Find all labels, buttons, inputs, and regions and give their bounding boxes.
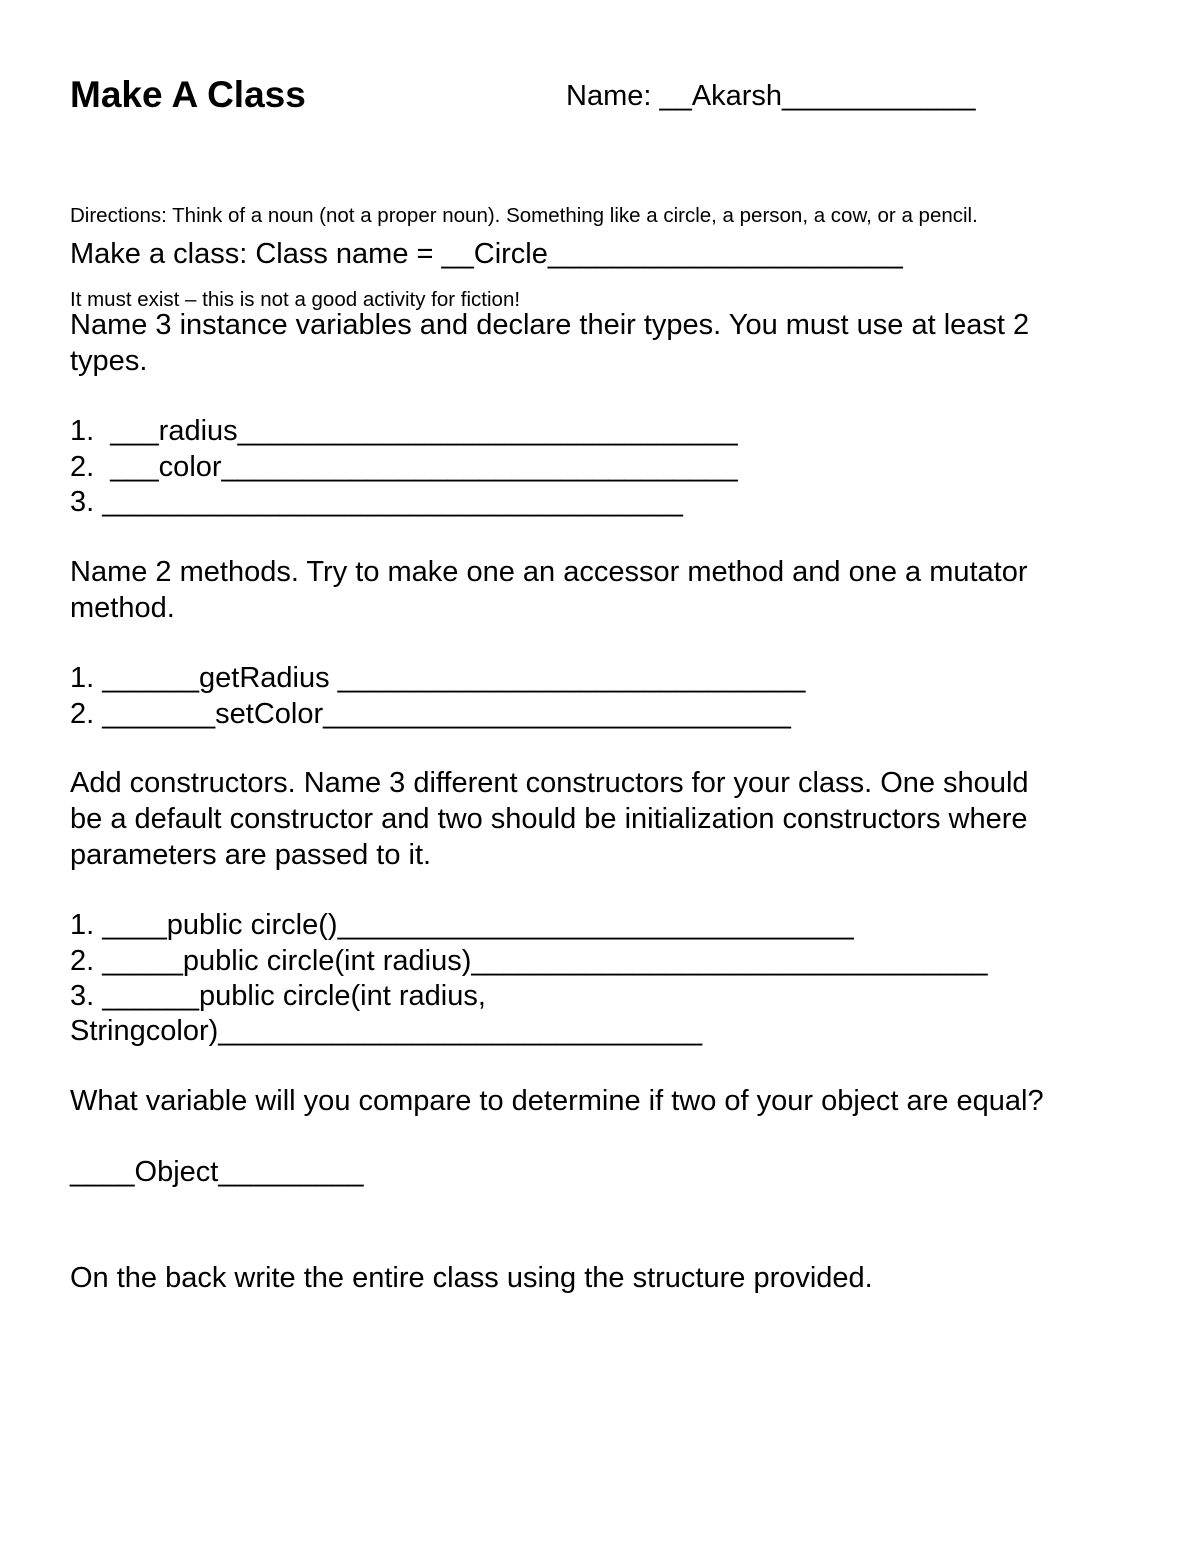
constructor-item-1: 1. ____public circle()________________________________ (70, 909, 854, 941)
constructor-item-3-continued: Stringcolor)______________________________ (70, 1015, 703, 1047)
instance-variable-item-2: 2. ___color________________________________ (70, 451, 738, 483)
directions-line-1: Directions: Think of a noun (not a proper noun). Something like a circle, a person, a cow, or a pencil. (70, 204, 978, 227)
directions-line-2: It must exist – this is not a good activity for fiction! (70, 288, 521, 311)
instance-variables-prompt-line-2: types. (70, 345, 148, 377)
constructor-item-2: 2. _____public circle(int radius)________________________________ (70, 945, 988, 977)
instance-variable-item-3: 3. ____________________________________ (70, 486, 683, 518)
methods-prompt-line-1: Name 2 methods. Try to make one an accessor method and one a mutator (70, 556, 1028, 588)
equality-answer: ____Object_________ (70, 1156, 364, 1188)
instance-variables-prompt-line-1: Name 3 instance variables and declare their types. You must use at least 2 (70, 309, 1030, 341)
method-item-2: 2. _______setColor_____________________________ (70, 698, 791, 730)
page-title: Make A Class (70, 74, 306, 115)
student-name-field: Name: __Akarsh____________ (566, 80, 976, 112)
method-item-1: 1. ______getRadius _____________________________ (70, 662, 806, 694)
constructors-prompt-line-1: Add constructors. Name 3 different constructors for your class. One should (70, 767, 1029, 799)
constructor-item-3: 3. ______public circle(int radius, (70, 980, 486, 1012)
instance-variable-item-1: 1. ___radius_______________________________ (70, 415, 738, 447)
constructors-prompt-line-2: be a default constructor and two should be initialization constructors where (70, 803, 1028, 835)
constructors-prompt-line-3: parameters are passed to it. (70, 839, 432, 871)
footer-instruction: On the back write the entire class using the structure provided. (70, 1262, 873, 1294)
methods-prompt-line-2: method. (70, 592, 175, 624)
equality-question: What variable will you compare to determine if two of your object are equal? (70, 1085, 1044, 1117)
class-name-line: Make a class: Class name = __Circle______________________ (70, 238, 903, 270)
